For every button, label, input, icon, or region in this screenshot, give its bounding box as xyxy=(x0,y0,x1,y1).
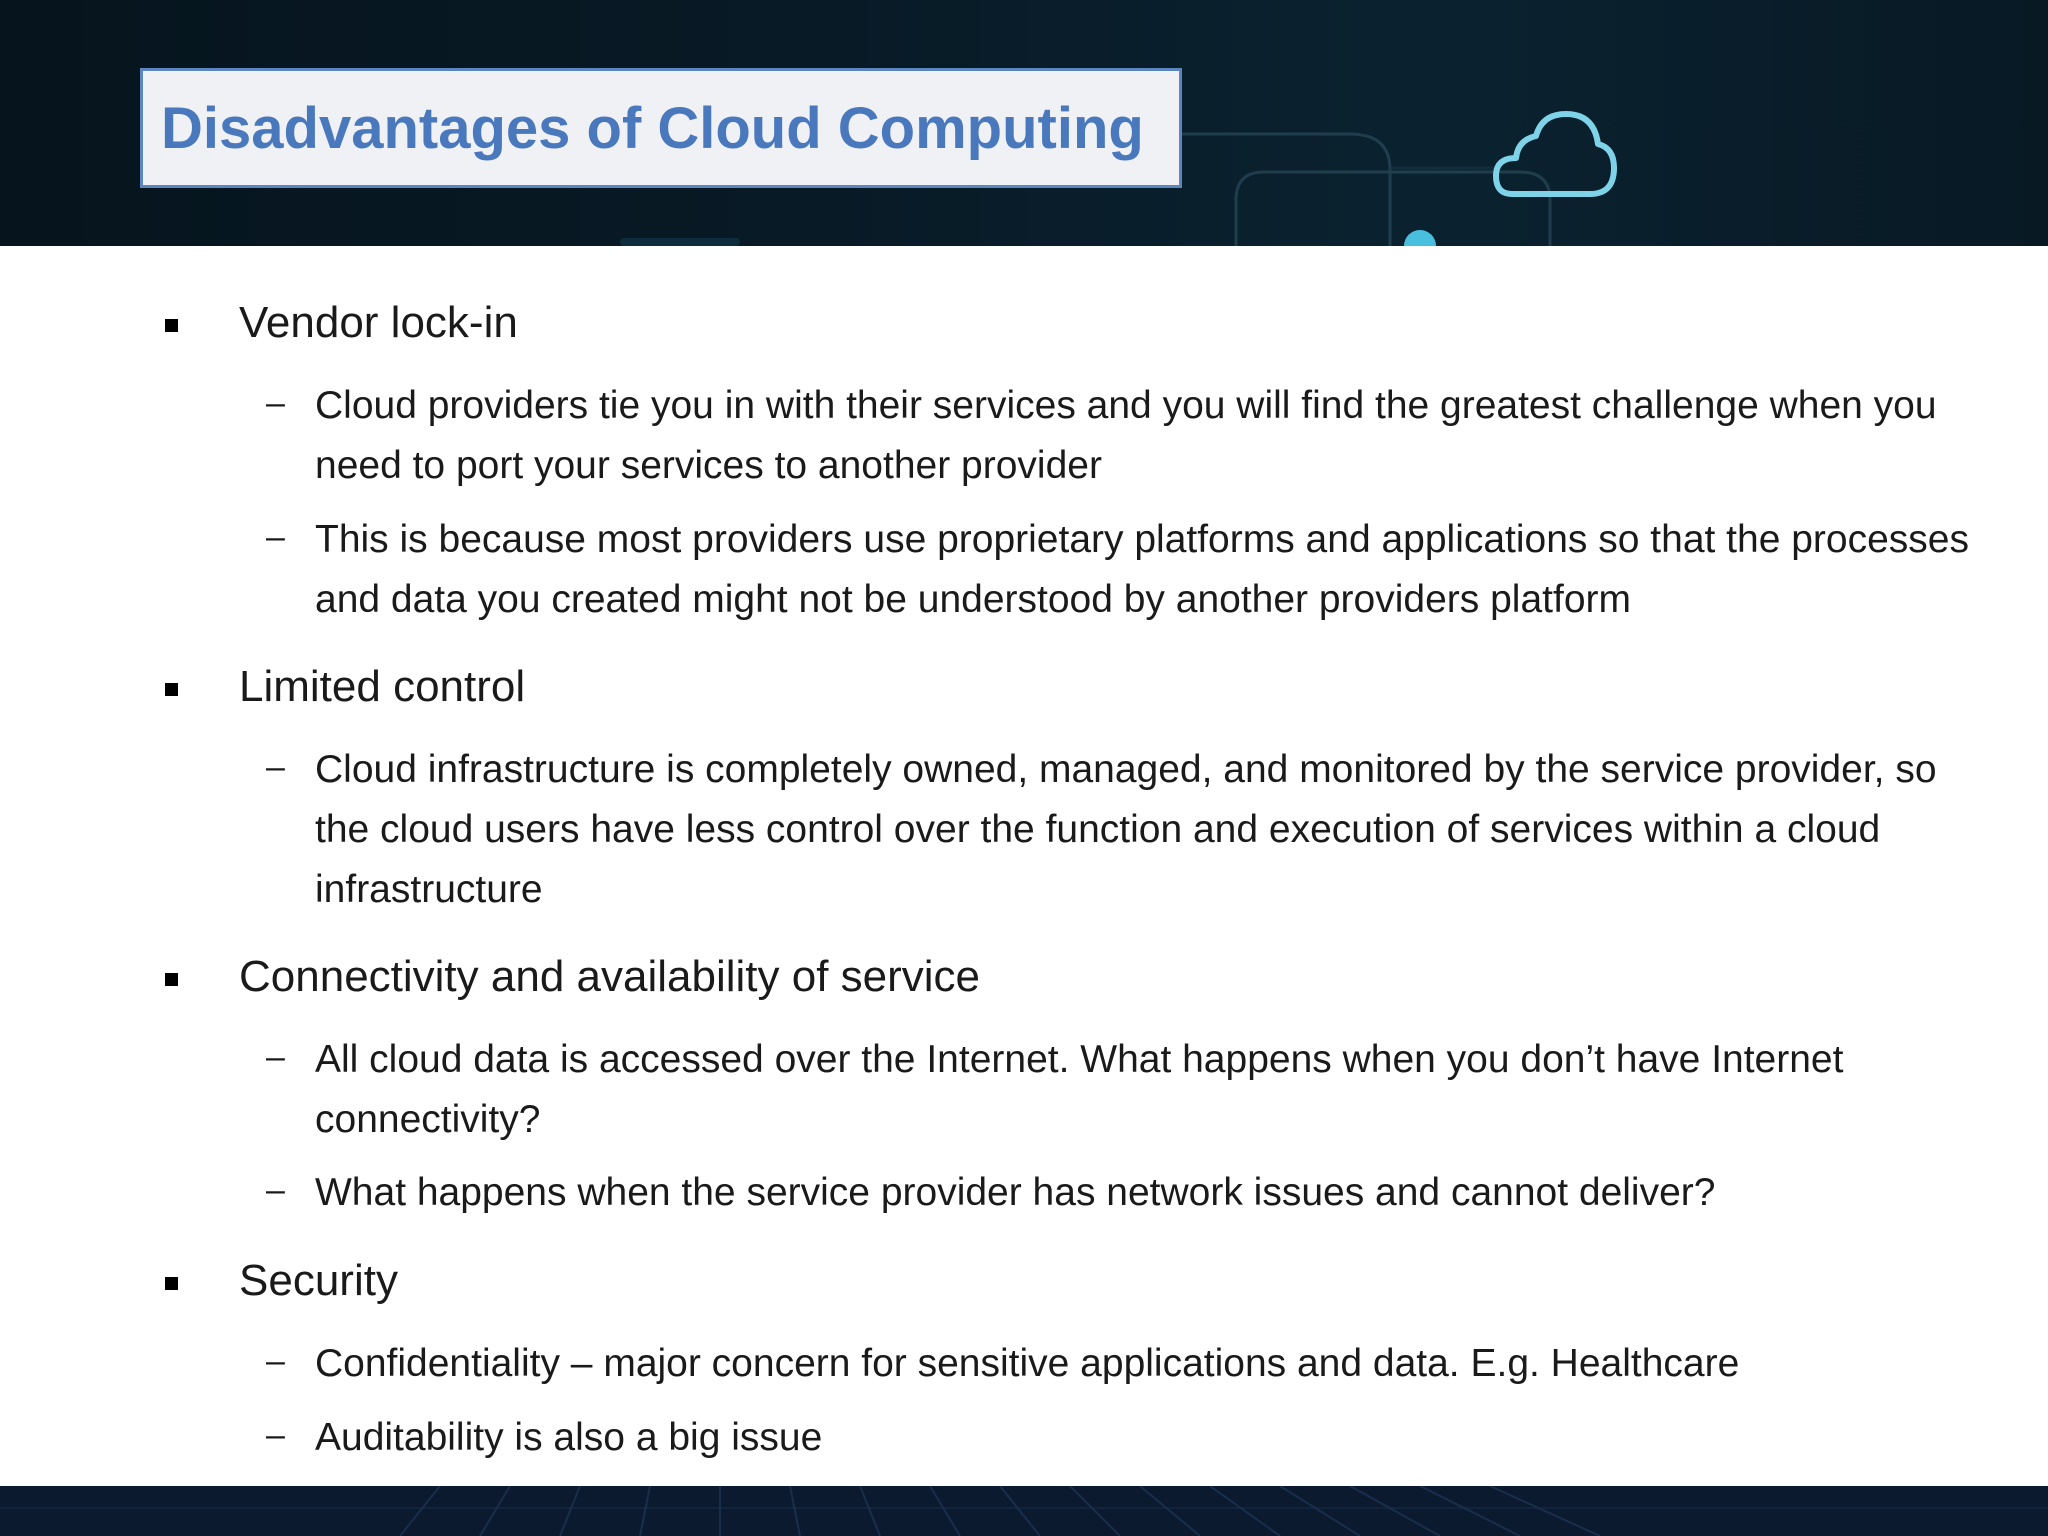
title-box xyxy=(140,68,1182,188)
dash-icon: – xyxy=(266,518,285,556)
square-bullet-icon xyxy=(165,683,178,696)
square-bullet-icon xyxy=(165,1277,178,1290)
slide-content xyxy=(0,246,2048,1486)
dash-icon: – xyxy=(266,1038,285,1076)
dash-icon: – xyxy=(266,384,285,422)
dash-icon: – xyxy=(266,1416,285,1454)
dash-icon: – xyxy=(266,1171,285,1209)
header-banner xyxy=(0,0,2048,246)
footer-band xyxy=(0,1486,2048,1536)
sub-point-text: Auditability is also a big issue xyxy=(315,1416,823,1459)
bullet-heading: Limited control xyxy=(239,662,526,711)
grid-decoration xyxy=(0,1486,2048,1536)
cloud-icon xyxy=(1490,106,1620,206)
square-bullet-icon xyxy=(165,319,178,332)
sub-point-text: This is because most providers use proprietary platforms and applications so that the processes and data you created might not be understood by another providers platform xyxy=(315,518,1969,621)
bullet-heading: Connectivity and availability of service xyxy=(239,952,981,1001)
bullet-heading: Vendor lock-in xyxy=(239,298,518,347)
sub-point-text: All cloud data is accessed over the Internet. What happens when you don’t have Internet connectivity? xyxy=(315,1038,1844,1141)
slide-title: Disadvantages of Cloud Computing xyxy=(161,95,1144,161)
dash-icon: – xyxy=(266,1342,285,1380)
square-bullet-icon xyxy=(165,973,178,986)
dash-icon: – xyxy=(266,748,285,786)
sub-point-text: Confidentiality – major concern for sensitive applications and data. E.g. Healthcare xyxy=(315,1342,1740,1385)
bullet-heading: Security xyxy=(239,1256,398,1305)
sub-point-text: Cloud providers tie you in with their services and you will find the greatest challenge when you need to port your services to another provider xyxy=(315,384,1937,487)
sub-point-text: What happens when the service provider has network issues and cannot deliver? xyxy=(315,1171,1716,1214)
sub-point-text: Cloud infrastructure is completely owned, managed, and monitored by the service provider, so the cloud users have less control over the function and execution of services within a cloud infrastructure xyxy=(315,748,1937,911)
